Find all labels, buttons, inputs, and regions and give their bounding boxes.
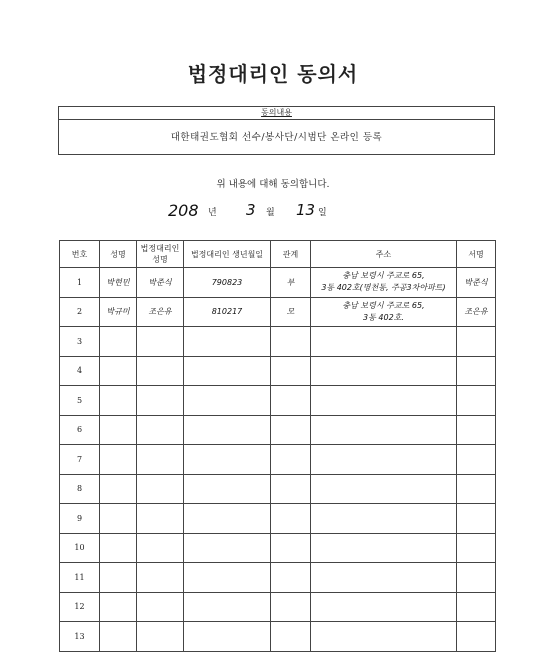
address-cell bbox=[311, 474, 457, 504]
guardian-birthdate-cell bbox=[184, 474, 271, 504]
row-number-cell: 3 bbox=[60, 327, 100, 357]
consent-body: 대한태권도협회 선수/봉사단/시범단 온라인 등록 bbox=[170, 132, 383, 143]
address-cell bbox=[311, 504, 457, 534]
guardian-birthdate-cell bbox=[184, 533, 271, 563]
relation-cell bbox=[271, 356, 311, 386]
student-name-cell bbox=[100, 415, 137, 445]
guardian-birthdate-cell bbox=[184, 445, 271, 475]
guardian-birthdate-cell: 810217 bbox=[184, 297, 271, 327]
relation-cell bbox=[271, 592, 311, 622]
header-cell: 주소 bbox=[311, 241, 457, 268]
student-name-cell bbox=[100, 533, 137, 563]
signature-cell bbox=[457, 504, 496, 534]
signature-cell: 조은유 bbox=[457, 297, 496, 327]
header-cell: 법정대리인 생년월일 bbox=[184, 241, 271, 268]
table-row bbox=[60, 297, 496, 327]
table-row bbox=[60, 592, 496, 622]
guardian-name-cell bbox=[137, 474, 184, 504]
address-cell bbox=[311, 386, 457, 416]
guardian-name-cell bbox=[137, 533, 184, 563]
relation-cell bbox=[271, 533, 311, 563]
header-cell: 관계 bbox=[271, 241, 311, 268]
address-cell bbox=[311, 445, 457, 475]
address-cell bbox=[311, 268, 457, 298]
student-name-cell bbox=[100, 622, 137, 652]
table-row bbox=[60, 533, 496, 563]
address-cell bbox=[311, 297, 457, 327]
student-name-cell bbox=[100, 356, 137, 386]
student-name-cell bbox=[100, 386, 137, 416]
guardian-birthdate-cell bbox=[184, 327, 271, 357]
address-line: 충남 보령시 주교로 65, bbox=[342, 271, 425, 281]
signature-cell bbox=[457, 356, 496, 386]
address-cell bbox=[311, 622, 457, 652]
guardian-birthdate-cell bbox=[184, 386, 271, 416]
guardian-birthdate-cell bbox=[184, 622, 271, 652]
row-number-cell: 7 bbox=[60, 445, 100, 475]
relation-cell bbox=[271, 327, 311, 357]
table-row bbox=[60, 327, 496, 357]
student-name-cell bbox=[100, 592, 137, 622]
student-name-cell bbox=[100, 474, 137, 504]
guardian-birthdate-cell bbox=[184, 504, 271, 534]
row-number-cell: 13 bbox=[60, 622, 100, 652]
guardian-birthdate-cell bbox=[184, 415, 271, 445]
guardian-name-cell bbox=[137, 563, 184, 593]
student-name-cell bbox=[100, 327, 137, 357]
date-year: 208 bbox=[168, 201, 199, 220]
signature-cell bbox=[457, 445, 496, 475]
address-line: 충남 보령시 주교로 65, bbox=[342, 300, 425, 310]
row-number-cell: 9 bbox=[60, 504, 100, 534]
signature-cell bbox=[457, 592, 496, 622]
date-day: 13 bbox=[296, 201, 316, 219]
guardian-birthdate-cell: 790823 bbox=[184, 268, 271, 298]
address-cell bbox=[311, 533, 457, 563]
student-name-cell: 박현민 bbox=[100, 268, 137, 298]
guardian-table bbox=[59, 240, 496, 652]
date-row bbox=[0, 201, 546, 221]
header-cell: 서명 bbox=[457, 241, 496, 268]
relation-cell: 모 bbox=[271, 297, 311, 327]
row-number-cell: 11 bbox=[60, 563, 100, 593]
relation-cell: 부 bbox=[271, 268, 311, 298]
guardian-name-cell bbox=[137, 504, 184, 534]
date-day-unit: 일 bbox=[318, 208, 327, 218]
row-number-cell: 5 bbox=[60, 386, 100, 416]
address-cell bbox=[311, 415, 457, 445]
guardian-name-cell bbox=[137, 445, 184, 475]
guardian-birthdate-cell bbox=[184, 356, 271, 386]
relation-cell bbox=[271, 445, 311, 475]
relation-cell bbox=[271, 504, 311, 534]
table-row bbox=[60, 504, 496, 534]
row-number-cell: 6 bbox=[60, 415, 100, 445]
guardian-name-cell: 조은유 bbox=[137, 297, 184, 327]
header-cell: 법정대리인 성명 bbox=[137, 241, 184, 268]
signature-cell bbox=[457, 533, 496, 563]
guardian-name-cell bbox=[137, 386, 184, 416]
signature-cell bbox=[457, 415, 496, 445]
consent-box bbox=[58, 106, 495, 155]
signature-cell bbox=[457, 474, 496, 504]
relation-cell bbox=[271, 622, 311, 652]
date-month-unit: 월 bbox=[266, 208, 275, 218]
row-number-cell: 8 bbox=[60, 474, 100, 504]
signature-cell: 박준식 bbox=[457, 268, 496, 298]
address-cell bbox=[311, 592, 457, 622]
header-cell: 성명 bbox=[100, 241, 137, 268]
date-year-unit: 년 bbox=[208, 208, 217, 218]
table-header-row bbox=[60, 241, 496, 268]
consent-header: 동의내용 bbox=[261, 108, 292, 117]
row-number-cell: 4 bbox=[60, 356, 100, 386]
address-cell bbox=[311, 327, 457, 357]
address-line: 3동 402호. bbox=[363, 312, 404, 322]
table-row bbox=[60, 474, 496, 504]
guardian-name-cell: 박준식 bbox=[137, 268, 184, 298]
table-row bbox=[60, 563, 496, 593]
table-row bbox=[60, 445, 496, 475]
signature-cell bbox=[457, 563, 496, 593]
table-row bbox=[60, 622, 496, 652]
date-month: 3 bbox=[246, 201, 256, 219]
guardian-name-cell bbox=[137, 415, 184, 445]
table-row bbox=[60, 415, 496, 445]
signature-cell bbox=[457, 622, 496, 652]
signature-cell bbox=[457, 327, 496, 357]
row-number-cell: 10 bbox=[60, 533, 100, 563]
student-name-cell bbox=[100, 563, 137, 593]
header-cell: 번호 bbox=[60, 241, 100, 268]
agree-text: 위 내용에 대해 동의합니다. bbox=[216, 179, 330, 190]
row-number-cell: 2 bbox=[60, 297, 100, 327]
guardian-name-cell bbox=[137, 356, 184, 386]
relation-cell bbox=[271, 386, 311, 416]
relation-cell bbox=[271, 415, 311, 445]
relation-cell bbox=[271, 563, 311, 593]
student-name-cell bbox=[100, 504, 137, 534]
row-number-cell: 1 bbox=[60, 268, 100, 298]
table-row bbox=[60, 386, 496, 416]
guardian-name-cell bbox=[137, 592, 184, 622]
guardian-name-cell bbox=[137, 327, 184, 357]
row-number-cell: 12 bbox=[60, 592, 100, 622]
address-cell bbox=[311, 563, 457, 593]
student-name-cell bbox=[100, 445, 137, 475]
document-title: 법정대리인 동의서 bbox=[187, 62, 359, 86]
address-cell bbox=[311, 356, 457, 386]
guardian-name-cell bbox=[137, 622, 184, 652]
guardian-birthdate-cell bbox=[184, 563, 271, 593]
address-line: 3동 402호(명천동, 주공3차아파트) bbox=[321, 283, 446, 293]
table-row bbox=[60, 356, 496, 386]
student-name-cell: 박규미 bbox=[100, 297, 137, 327]
table-row bbox=[60, 268, 496, 298]
relation-cell bbox=[271, 474, 311, 504]
signature-cell bbox=[457, 386, 496, 416]
guardian-birthdate-cell bbox=[184, 592, 271, 622]
